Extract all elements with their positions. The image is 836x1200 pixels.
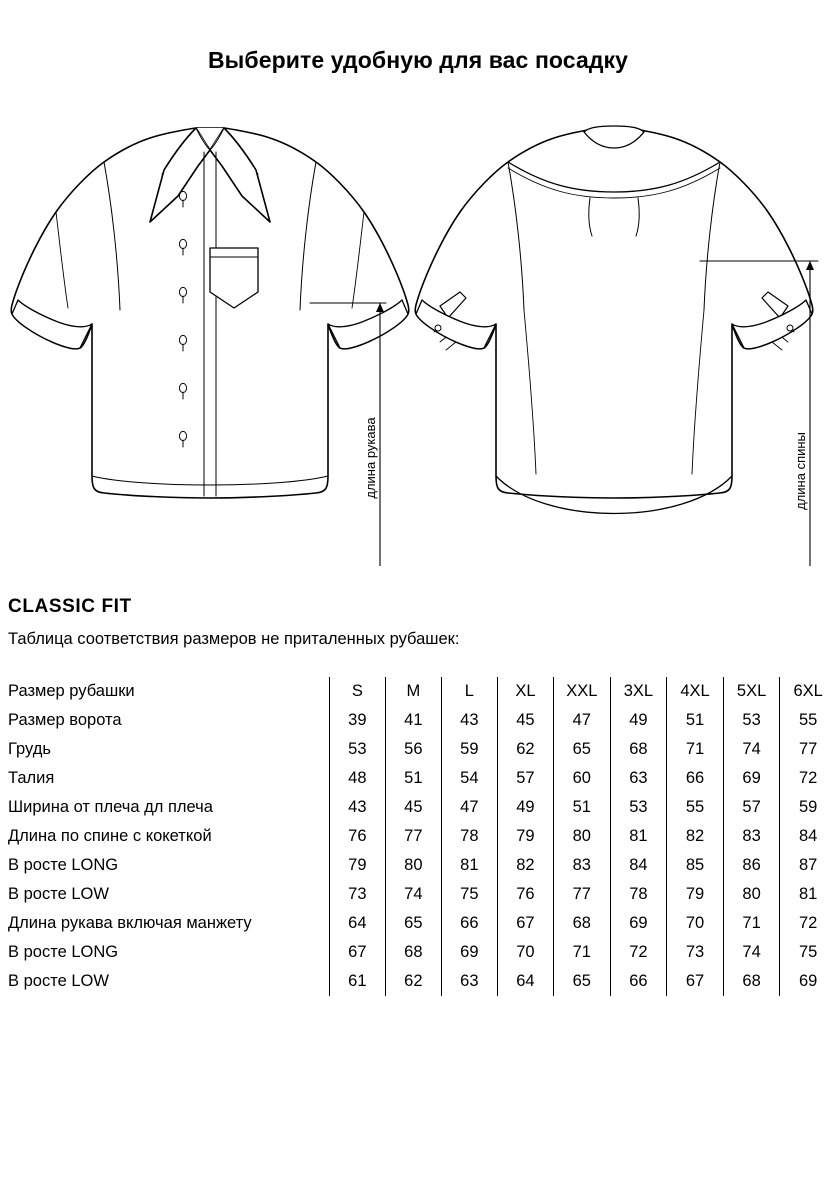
table-row — [8, 822, 836, 851]
table-cell: 71 — [667, 735, 724, 764]
table-row — [8, 880, 836, 909]
table-cell: 74 — [723, 735, 780, 764]
size-header-cell: XL — [497, 677, 553, 706]
table-cell: 56 — [385, 735, 441, 764]
table-cell: 77 — [385, 822, 441, 851]
table-cell: 81 — [610, 822, 667, 851]
table-cell: 67 — [329, 938, 385, 967]
table-cell: 65 — [385, 909, 441, 938]
table-cell: 62 — [385, 967, 441, 996]
table-cell: 72 — [610, 938, 667, 967]
table-cell: 73 — [667, 938, 724, 967]
table-cell: 78 — [610, 880, 667, 909]
table-cell: 45 — [385, 793, 441, 822]
table-cell: 66 — [667, 764, 724, 793]
size-header-cell: L — [441, 677, 497, 706]
table-cell: 73 — [329, 880, 385, 909]
table-row — [8, 764, 836, 793]
table-cell: 83 — [723, 822, 780, 851]
table-row — [8, 938, 836, 967]
table-cell: 48 — [329, 764, 385, 793]
table-cell: 69 — [441, 938, 497, 967]
table-cell: 75 — [441, 880, 497, 909]
table-cell: 80 — [553, 822, 610, 851]
table-cell: 87 — [780, 851, 836, 880]
back-dimension-label: длина спины — [793, 432, 808, 510]
table-cell: 63 — [610, 764, 667, 793]
table-cell: 77 — [553, 880, 610, 909]
table-cell: 54 — [441, 764, 497, 793]
table-cell: 51 — [385, 764, 441, 793]
table-cell: 62 — [497, 735, 553, 764]
table-cell: 64 — [329, 909, 385, 938]
table-cell: 43 — [329, 793, 385, 822]
table-cell: 74 — [723, 938, 780, 967]
shirt-illustrations — [0, 96, 836, 566]
table-cell: 59 — [441, 735, 497, 764]
table-cell: 69 — [610, 909, 667, 938]
front-dimension-label: длина рукава — [363, 417, 378, 499]
table-cell: 53 — [610, 793, 667, 822]
table-cell: 75 — [780, 938, 836, 967]
table-cell: 65 — [553, 967, 610, 996]
row-label: Длина по спине с кокеткой — [8, 827, 212, 845]
table-cell: 55 — [780, 706, 836, 735]
table-cell: 53 — [723, 706, 780, 735]
size-header-label: Размер рубашки — [8, 682, 135, 700]
table-cell: 64 — [497, 967, 553, 996]
shirt-diagrams-svg — [0, 96, 836, 566]
table-cell: 59 — [780, 793, 836, 822]
size-header-cell: 5XL — [723, 677, 780, 706]
size-table — [8, 677, 836, 996]
table-cell: 71 — [723, 909, 780, 938]
table-cell: 79 — [329, 851, 385, 880]
table-cell: 57 — [723, 793, 780, 822]
table-cell: 60 — [553, 764, 610, 793]
table-cell: 61 — [329, 967, 385, 996]
table-cell: 63 — [441, 967, 497, 996]
fit-name: CLASSIC FIT — [8, 596, 132, 617]
row-label: Ширина от плеча дл плеча — [8, 798, 213, 816]
table-cell: 81 — [441, 851, 497, 880]
row-label: В росте LONG — [8, 856, 119, 874]
row-label: В росте LOW — [8, 972, 109, 990]
table-cell: 67 — [667, 967, 724, 996]
table-cell: 69 — [780, 967, 836, 996]
table-cell: 45 — [497, 706, 553, 735]
table-cell: 70 — [667, 909, 724, 938]
table-cell: 83 — [553, 851, 610, 880]
table-subtitle: Таблица соответствия размеров не приталенных рубашек: — [8, 630, 460, 648]
size-table-body — [8, 677, 836, 996]
table-cell: 51 — [553, 793, 610, 822]
table-cell: 41 — [385, 706, 441, 735]
table-row — [8, 967, 836, 996]
table-cell: 68 — [610, 735, 667, 764]
row-label: Талия — [8, 769, 55, 787]
row-label: Размер ворота — [8, 711, 122, 729]
size-header-cell: 4XL — [667, 677, 724, 706]
table-cell: 53 — [329, 735, 385, 764]
size-header-cell: M — [385, 677, 441, 706]
table-cell: 66 — [610, 967, 667, 996]
row-label: Грудь — [8, 740, 51, 758]
size-header-cell: 6XL — [780, 677, 836, 706]
table-cell: 55 — [667, 793, 724, 822]
page-title: Выберите удобную для вас посадку — [207, 47, 629, 73]
row-label: В росте LOW — [8, 885, 109, 903]
table-cell: 72 — [780, 764, 836, 793]
table-cell: 76 — [329, 822, 385, 851]
table-cell: 77 — [780, 735, 836, 764]
table-cell: 67 — [497, 909, 553, 938]
size-header-cell: S — [329, 677, 385, 706]
table-cell: 78 — [441, 822, 497, 851]
table-cell: 49 — [497, 793, 553, 822]
table-cell: 47 — [441, 793, 497, 822]
table-cell: 69 — [723, 764, 780, 793]
table-row — [8, 735, 836, 764]
table-cell: 71 — [553, 938, 610, 967]
table-cell: 68 — [723, 967, 780, 996]
table-cell: 68 — [553, 909, 610, 938]
table-row — [8, 793, 836, 822]
table-cell: 86 — [723, 851, 780, 880]
table-cell: 43 — [441, 706, 497, 735]
size-header-cell: 3XL — [610, 677, 667, 706]
table-cell: 74 — [385, 880, 441, 909]
table-cell: 82 — [497, 851, 553, 880]
table-cell: 72 — [780, 909, 836, 938]
table-cell: 79 — [667, 880, 724, 909]
back-shirt-illustration — [415, 126, 813, 514]
table-cell: 66 — [441, 909, 497, 938]
table-cell: 84 — [610, 851, 667, 880]
table-cell: 80 — [723, 880, 780, 909]
table-header-row — [8, 677, 836, 706]
row-label: В росте LONG — [8, 943, 119, 961]
table-cell: 79 — [497, 822, 553, 851]
table-cell: 51 — [667, 706, 724, 735]
table-cell: 81 — [780, 880, 836, 909]
table-cell: 80 — [385, 851, 441, 880]
table-cell: 76 — [497, 880, 553, 909]
table-row — [8, 909, 836, 938]
table-cell: 65 — [553, 735, 610, 764]
table-cell: 57 — [497, 764, 553, 793]
front-shirt-illustration — [11, 128, 409, 498]
table-cell: 82 — [667, 822, 724, 851]
row-label: Длина рукава включая манжету — [8, 914, 252, 932]
table-row — [8, 706, 836, 735]
table-cell: 47 — [553, 706, 610, 735]
table-cell: 39 — [329, 706, 385, 735]
table-row — [8, 851, 836, 880]
size-header-cell: XXL — [553, 677, 610, 706]
table-cell: 68 — [385, 938, 441, 967]
table-cell: 70 — [497, 938, 553, 967]
table-cell: 85 — [667, 851, 724, 880]
table-cell: 49 — [610, 706, 667, 735]
table-cell: 84 — [780, 822, 836, 851]
